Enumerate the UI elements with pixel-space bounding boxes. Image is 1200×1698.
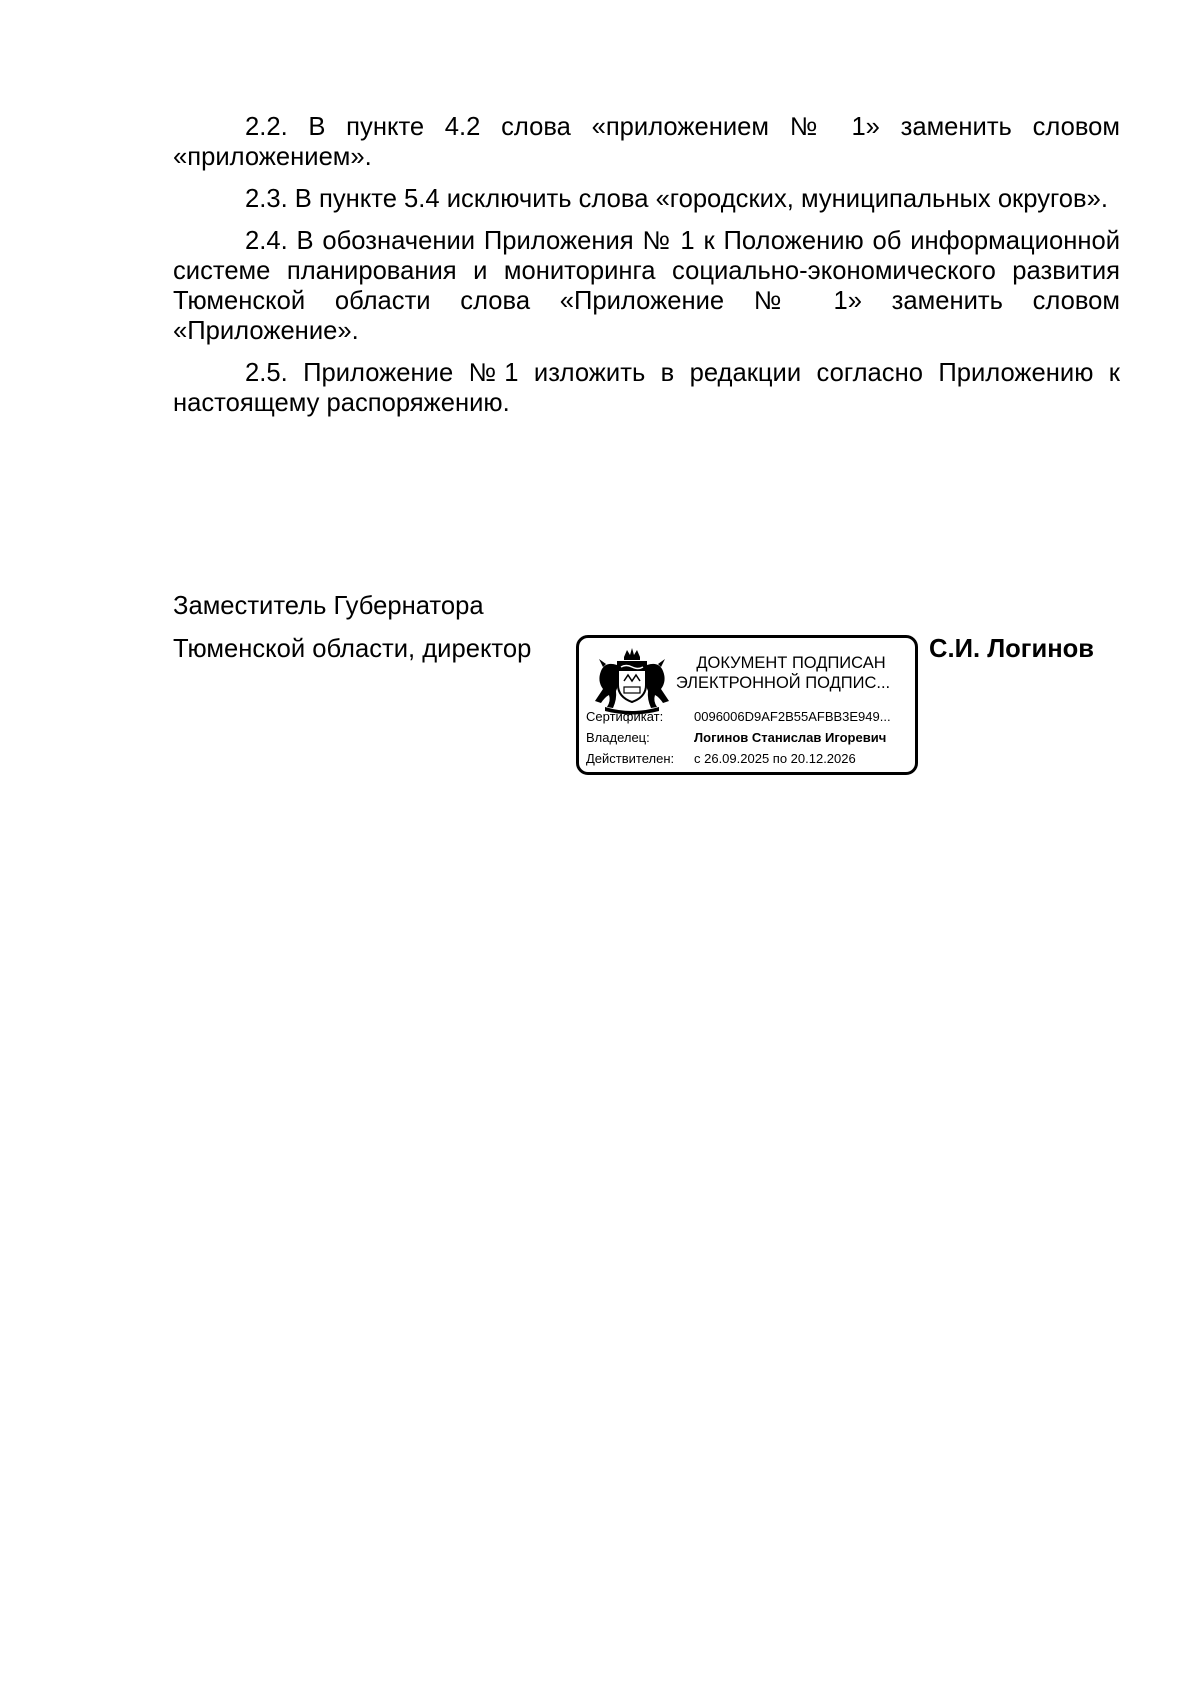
paragraph-2-4: 2.4. В обозначении Приложения № 1 к Положению об информационной системе планирования и мониторинга социально-экономического развития Тюменской области слова «Приложение № 1» заменить словом «Приложение». <box>173 227 1120 345</box>
owner-value: Логинов Станислав Игоревич <box>694 730 887 745</box>
validity-label: Действителен: <box>586 751 675 766</box>
stamp-heading-line-2: ЭЛЕКТРОННОЙ ПОДПИС... <box>675 674 891 692</box>
signer-title-line-1: Заместитель Губернатора <box>173 592 484 620</box>
signer-title-line-2: Тюменской области, директор <box>173 635 532 663</box>
electronic-signature-stamp <box>576 635 918 775</box>
certificate-value: 0096006D9AF2B55AFBB3E949... <box>694 709 891 724</box>
owner-label: Владелец: <box>586 730 650 745</box>
paragraph-2-2: 2.2. В пункте 4.2 слова «приложением № 1» заменить словом «приложением». <box>173 113 1120 171</box>
signer-name: С.И. Логинов <box>929 635 1095 663</box>
paragraph-2-5: 2.5. Приложение №1 изложить в редакции согласно Приложению к настоящему распоряжению. <box>173 359 1120 417</box>
stamp-heading-line-1: ДОКУМЕНТ ПОДПИСАН <box>696 654 886 672</box>
validity-value: с 26.09.2025 по 20.12.2026 <box>694 751 856 766</box>
stamp-heading <box>668 653 914 693</box>
document-body <box>173 112 1120 418</box>
paragraph-2-3: 2.3. В пункте 5.4 исключить слова «городских, муниципальных округов». <box>245 185 1108 213</box>
certificate-label: Сертификат: <box>586 709 664 724</box>
